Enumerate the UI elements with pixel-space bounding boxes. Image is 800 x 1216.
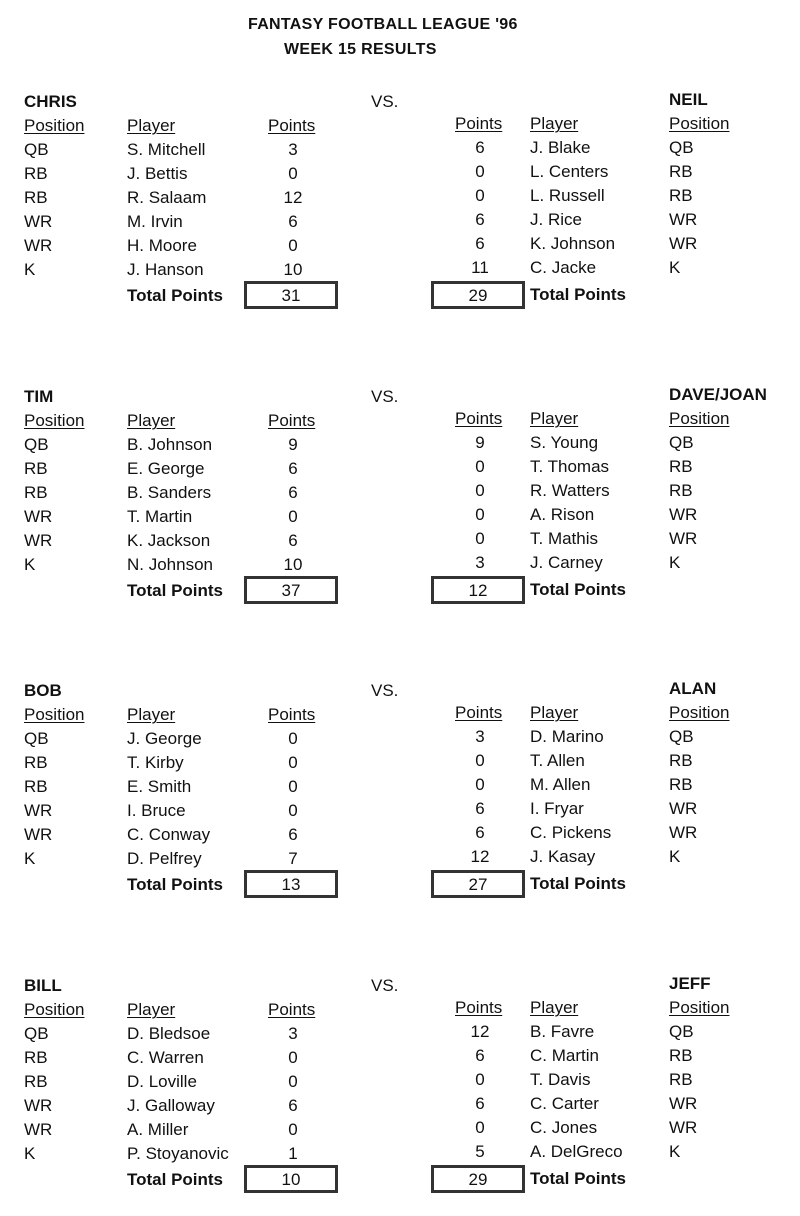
right-total-box: 29 [431, 1165, 525, 1193]
left-total-label: Total Points [127, 581, 224, 600]
right-row-player: T. Mathis [530, 529, 599, 548]
left-points-header: Points [268, 116, 316, 135]
vs-label: VS. [371, 387, 399, 406]
right-player-header: Player [530, 409, 579, 428]
right-row-points: 0 [475, 505, 485, 524]
right-row-position: RB [669, 751, 693, 770]
right-row-position: K [669, 1142, 681, 1161]
left-row-position: RB [24, 459, 48, 478]
left-row-position: WR [24, 825, 53, 844]
left-row-position: RB [24, 753, 48, 772]
right-total-label: Total Points [530, 580, 627, 599]
right-total-box: 27 [431, 870, 525, 898]
right-row-points: 0 [475, 457, 485, 476]
right-row-player: D. Marino [530, 727, 604, 746]
left-row-position: RB [24, 164, 48, 183]
vs-label: VS. [371, 976, 399, 995]
right-row-player: T. Allen [530, 751, 585, 770]
right-row-player: T. Davis [530, 1070, 591, 1089]
left-row-player: J. Hanson [127, 260, 204, 279]
left-position-header: Position [24, 116, 85, 135]
left-row-points: 7 [288, 849, 298, 868]
left-row-position: WR [24, 531, 53, 550]
left-row-points: 6 [288, 1096, 298, 1115]
left-row-position: WR [24, 1120, 53, 1139]
right-row-points: 6 [475, 823, 485, 842]
left-row-player: D. Bledsoe [127, 1024, 211, 1043]
left-row-points: 10 [283, 555, 303, 574]
left-row-position: QB [24, 729, 49, 748]
left-row-position: WR [24, 801, 53, 820]
right-row-position: WR [669, 823, 698, 842]
left-row-position: RB [24, 188, 48, 207]
left-player-header: Player [127, 1000, 176, 1019]
left-row-player: B. Johnson [127, 435, 213, 454]
left-row-player: E. George [127, 459, 205, 478]
right-position-header: Position [669, 703, 730, 722]
left-total-box: 37 [244, 576, 338, 604]
left-row-points: 3 [288, 1024, 298, 1043]
left-row-points: 0 [288, 1048, 298, 1067]
right-row-points: 12 [470, 847, 490, 866]
right-row-position: WR [669, 1118, 698, 1137]
left-position-header: Position [24, 705, 85, 724]
right-position-header: Position [669, 114, 730, 133]
right-position-header: Position [669, 998, 730, 1017]
right-row-position: WR [669, 210, 698, 229]
left-row-player: K. Jackson [127, 531, 211, 550]
right-row-position: QB [669, 1022, 694, 1041]
left-points-header: Points [268, 411, 316, 430]
left-row-points: 0 [288, 1120, 298, 1139]
page-subtitle: WEEK 15 RESULTS [284, 41, 437, 58]
left-row-player: I. Bruce [127, 801, 186, 820]
left-row-player: E. Smith [127, 777, 192, 796]
matchup-block [0, 387, 800, 627]
left-row-position: WR [24, 1096, 53, 1115]
right-row-points: 6 [475, 138, 485, 157]
right-row-player: M. Allen [530, 775, 591, 794]
left-row-player: M. Irvin [127, 212, 183, 231]
right-row-points: 0 [475, 1070, 485, 1089]
right-player-header: Player [530, 998, 579, 1017]
right-row-points: 6 [475, 234, 485, 253]
page-title: FANTASY FOOTBALL LEAGUE '96 [248, 16, 518, 33]
right-row-points: 0 [475, 751, 485, 770]
right-row-player: J. Rice [530, 210, 582, 229]
left-row-points: 0 [288, 777, 298, 796]
left-row-points: 6 [288, 825, 298, 844]
vs-label: VS. [371, 92, 399, 111]
right-team-name: JEFF [669, 974, 711, 993]
left-row-player: P. Stoyanovic [127, 1144, 229, 1163]
left-player-header: Player [127, 411, 176, 430]
right-total-label: Total Points [530, 285, 627, 304]
left-row-points: 10 [283, 260, 303, 279]
left-row-points: 0 [288, 801, 298, 820]
right-row-points: 0 [475, 186, 485, 205]
right-total-box: 12 [431, 576, 525, 604]
left-row-player: D. Loville [127, 1072, 197, 1091]
left-team-name: TIM [24, 387, 54, 406]
right-team-name: NEIL [669, 90, 708, 109]
left-total-box: 13 [244, 870, 338, 898]
left-row-position: WR [24, 236, 53, 255]
right-team-name: DAVE/JOAN [669, 385, 767, 404]
right-row-position: RB [669, 1046, 693, 1065]
left-points-header: Points [268, 1000, 316, 1019]
right-row-points: 6 [475, 1094, 485, 1113]
right-player-header: Player [530, 703, 579, 722]
left-row-points: 0 [288, 507, 298, 526]
right-row-player: C. Pickens [530, 823, 612, 842]
left-total-box: 10 [244, 1165, 338, 1193]
left-row-player: J. Bettis [127, 164, 188, 183]
left-row-player: D. Pelfrey [127, 849, 202, 868]
right-row-points: 0 [475, 775, 485, 794]
right-row-player: L. Russell [530, 186, 605, 205]
right-row-player: A. DelGreco [530, 1142, 623, 1161]
left-row-position: QB [24, 435, 49, 454]
left-row-points: 0 [288, 753, 298, 772]
left-team-name: BILL [24, 976, 62, 995]
left-row-points: 6 [288, 483, 298, 502]
left-row-position: K [24, 555, 36, 574]
right-row-position: RB [669, 457, 693, 476]
right-points-header: Points [455, 703, 503, 722]
right-row-player: J. Blake [530, 138, 591, 157]
right-row-position: QB [669, 433, 694, 452]
right-row-position: WR [669, 529, 698, 548]
left-row-player: C. Warren [127, 1048, 204, 1067]
right-row-player: J. Kasay [530, 847, 596, 866]
left-row-player: R. Salaam [127, 188, 207, 207]
right-row-points: 0 [475, 162, 485, 181]
right-row-points: 0 [475, 481, 485, 500]
left-row-player: H. Moore [127, 236, 197, 255]
right-row-position: WR [669, 1094, 698, 1113]
left-row-position: K [24, 1144, 36, 1163]
left-row-points: 3 [288, 140, 298, 159]
right-row-player: C. Martin [530, 1046, 599, 1065]
left-row-position: RB [24, 1072, 48, 1091]
left-player-header: Player [127, 116, 176, 135]
right-total-label: Total Points [530, 1169, 627, 1188]
right-row-points: 6 [475, 1046, 485, 1065]
right-points-header: Points [455, 409, 503, 428]
right-row-player: C. Jones [530, 1118, 598, 1137]
left-row-position: RB [24, 483, 48, 502]
left-row-points: 6 [288, 459, 298, 478]
left-row-position: QB [24, 140, 49, 159]
left-row-points: 0 [288, 164, 298, 183]
right-row-position: WR [669, 505, 698, 524]
left-row-points: 0 [288, 236, 298, 255]
right-team-name: ALAN [669, 679, 717, 698]
right-row-points: 11 [471, 258, 489, 277]
left-row-player: C. Conway [127, 825, 211, 844]
left-row-points: 12 [283, 188, 303, 207]
left-row-points: 0 [288, 1072, 298, 1091]
left-row-player: T. Martin [127, 507, 193, 526]
right-row-points: 3 [475, 727, 485, 746]
right-row-player: S. Young [530, 433, 599, 452]
right-row-position: WR [669, 234, 698, 253]
right-row-position: QB [669, 727, 694, 746]
left-position-header: Position [24, 411, 85, 430]
right-row-player: B. Favre [530, 1022, 595, 1041]
left-team-name: BOB [24, 681, 62, 700]
left-total-label: Total Points [127, 286, 224, 305]
left-team-name: CHRIS [24, 92, 77, 111]
right-player-header: Player [530, 114, 579, 133]
right-row-player: I. Fryar [530, 799, 584, 818]
right-points-header: Points [455, 998, 503, 1017]
left-row-points: 0 [288, 729, 298, 748]
right-row-position: K [669, 847, 681, 866]
right-row-player: J. Carney [530, 553, 603, 572]
left-row-player: N. Johnson [127, 555, 213, 574]
right-total-box: 29 [431, 281, 525, 309]
right-row-points: 0 [475, 1118, 485, 1137]
left-row-position: RB [24, 777, 48, 796]
right-row-points: 6 [475, 210, 485, 229]
left-total-box: 31 [244, 281, 338, 309]
left-row-position: K [24, 849, 36, 868]
right-row-points: 5 [475, 1142, 485, 1161]
left-row-player: B. Sanders [127, 483, 212, 502]
right-row-player: R. Watters [530, 481, 610, 500]
left-row-position: WR [24, 212, 53, 231]
right-row-player: A. Rison [530, 505, 595, 524]
left-points-header: Points [268, 705, 316, 724]
left-row-position: K [24, 260, 36, 279]
left-total-label: Total Points [127, 1170, 224, 1189]
left-row-points: 9 [288, 435, 298, 454]
left-row-player: J. Galloway [127, 1096, 215, 1115]
right-row-points: 3 [475, 553, 485, 572]
right-row-points: 12 [470, 1022, 490, 1041]
left-row-position: QB [24, 1024, 49, 1043]
right-row-position: WR [669, 799, 698, 818]
left-row-position: WR [24, 507, 53, 526]
right-points-header: Points [455, 114, 503, 133]
matchup-block [0, 976, 800, 1216]
right-row-player: T. Thomas [530, 457, 610, 476]
left-row-player: A. Miller [127, 1120, 189, 1139]
left-player-header: Player [127, 705, 176, 724]
right-row-position: RB [669, 775, 693, 794]
left-row-player: S. Mitchell [127, 140, 206, 159]
left-row-player: J. George [127, 729, 202, 748]
vs-label: VS. [371, 681, 399, 700]
right-row-position: RB [669, 1070, 693, 1089]
left-position-header: Position [24, 1000, 85, 1019]
right-row-position: K [669, 258, 681, 277]
right-row-position: K [669, 553, 681, 572]
right-row-player: L. Centers [530, 162, 609, 181]
right-row-points: 6 [475, 799, 485, 818]
right-row-player: K. Johnson [530, 234, 616, 253]
right-row-position: RB [669, 481, 693, 500]
left-row-points: 1 [288, 1144, 298, 1163]
right-position-header: Position [669, 409, 730, 428]
right-row-position: QB [669, 138, 694, 157]
matchup-block [0, 92, 800, 332]
right-row-player: C. Carter [530, 1094, 599, 1113]
matchup-block [0, 681, 800, 921]
right-row-position: RB [669, 162, 693, 181]
right-row-position: RB [669, 186, 693, 205]
right-row-points: 9 [475, 433, 485, 452]
right-total-label: Total Points [530, 874, 627, 893]
left-row-points: 6 [288, 531, 298, 550]
left-total-label: Total Points [127, 875, 224, 894]
right-row-points: 0 [475, 529, 485, 548]
left-row-points: 6 [288, 212, 298, 231]
left-row-player: T. Kirby [127, 753, 184, 772]
left-row-position: RB [24, 1048, 48, 1067]
right-row-player: C. Jacke [530, 258, 597, 277]
